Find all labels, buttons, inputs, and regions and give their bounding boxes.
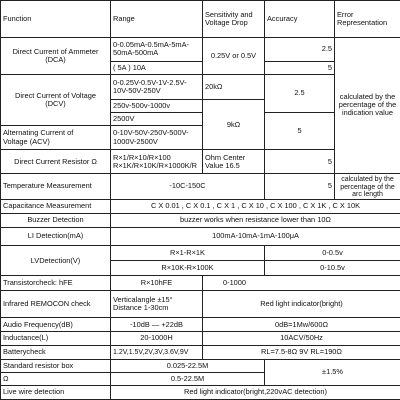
- lv-value-1: 0-0.5v: [265, 246, 400, 261]
- header-function: Function: [1, 1, 111, 38]
- box-ohm-symbol: Ω: [1, 372, 111, 385]
- header-range: Range: [111, 1, 203, 38]
- temp-range: -10C-150C: [111, 174, 265, 200]
- dcv-accuracy-1: 2.5: [265, 75, 335, 113]
- battery-row: [1, 346, 400, 360]
- resistor-range: R×1/R×10/R×100 R×1K/R×10K/R×1000K/R: [111, 150, 203, 174]
- audio-row: [1, 318, 400, 332]
- inductance-row: [1, 332, 400, 346]
- inductance-value: 10ACV/50Hz: [203, 332, 400, 346]
- battery-range: 1.2V,1.5V,2V,3V,3.6V,9V: [111, 346, 203, 360]
- li-function: LI Detection(mA): [1, 227, 111, 245]
- remocon-value: Red light indicator(bright): [203, 291, 400, 318]
- dcv-range-2: 250v-500v-1000v: [111, 99, 203, 112]
- inductance-function: Inductance(L): [1, 332, 111, 346]
- dcv-range-3: 2500V: [111, 112, 203, 125]
- acv-range: 0-10V-50V-250V-500V- 1000V-2500V: [111, 125, 203, 150]
- acv-sensitivity: 9kΩ: [203, 99, 265, 150]
- error-indication-value: calculated by the percentage of the indication value: [335, 37, 400, 173]
- header-row: [1, 1, 400, 38]
- lv-row-1: [1, 246, 400, 261]
- header-error: Error Representation: [335, 1, 400, 38]
- acv-function: Alternating Current of Voltage (ACV): [1, 125, 111, 150]
- acv-accuracy: 5: [265, 112, 335, 150]
- remocon-row: [1, 291, 400, 318]
- buzzer-function: Buzzer Detection: [1, 213, 111, 227]
- cap-function: Capacitance Measurement: [1, 199, 111, 213]
- dca-range-1: 0-0.05mA-0.5mA-5mA- 50mA-500mA: [111, 37, 203, 62]
- remocon-range: Verticalangle ±15° Distance 1-30cm: [111, 291, 203, 318]
- audio-range: -10dB — +22dB: [111, 318, 203, 332]
- hfe-function: Transistorcheck: hFE: [1, 276, 111, 291]
- resistor-accuracy: 5: [265, 150, 335, 174]
- dcv-function: Direct Current of Voltage (DCV): [1, 75, 111, 126]
- dcv-range-1: 0-0.25V-0.5V-1V-2.5V- 10V-50V-250V: [111, 75, 203, 100]
- box-accuracy: ±1.5%: [265, 360, 400, 386]
- cap-row: [1, 199, 400, 213]
- remocon-function: Infrared REMOCON check: [1, 291, 111, 318]
- livewire-row: [1, 385, 400, 399]
- battery-function: Batterycheck: [1, 346, 111, 360]
- lv-range-1: R×1-R×1K: [111, 246, 265, 261]
- dcv-sensitivity: 20kΩ: [203, 75, 265, 100]
- lv-function: LVDetection(V): [1, 246, 111, 276]
- dca-row-1: [1, 37, 400, 62]
- livewire-function: Live wire detection: [1, 385, 111, 399]
- dca-sensitivity: 0.25V or 0.5V: [203, 37, 265, 75]
- dca-range-2: ( 5A ) 10A: [111, 62, 203, 75]
- audio-value: 0dB=1Mw/600Ω: [203, 318, 400, 332]
- resistor-function: Direct Current Resistor Ω: [1, 150, 111, 174]
- livewire-value: Red light indicator(bright,220vAC detection): [111, 385, 400, 399]
- box-range-2: 0.5-22.5M: [111, 372, 265, 385]
- buzzer-row: [1, 213, 400, 227]
- hfe-row: [1, 276, 400, 291]
- dca-function: Direct Current of Ammeter (DCA): [1, 37, 111, 75]
- audio-function: Audio Frequency(dB): [1, 318, 111, 332]
- battery-value: RL=7.5-8Ω 9V RL=190Ω: [203, 346, 400, 360]
- box-row-1: [1, 360, 400, 373]
- temp-accuracy: 5: [265, 174, 335, 200]
- dca-accuracy-2: 5: [265, 62, 335, 75]
- temp-row: [1, 174, 400, 200]
- box-range-1: 0.025-22.5M: [111, 360, 265, 373]
- dca-accuracy-1: 2.5: [265, 37, 335, 62]
- inductance-range: 20-1000H: [111, 332, 203, 346]
- cap-value: C X 0.01 , C X 0.1 , C X 1 , C X 10 , C X 100 , C X 1K , C X 10K: [111, 199, 400, 213]
- lv-value-2: 0-10.5v: [265, 261, 400, 276]
- header-accuracy: Accuracy: [265, 1, 335, 38]
- error-arc-length: calculated by the percentage of the arc length: [335, 174, 400, 200]
- hfe-range: R×10hFE: [111, 276, 203, 291]
- temp-function: Temperature Measurement: [1, 174, 111, 200]
- li-row: [1, 227, 400, 245]
- resistor-sensitivity: Ohm Center Value 16.5: [203, 150, 265, 174]
- li-value: 100mA-10mA-1mA-100μA: [111, 227, 400, 245]
- lv-range-2: R×10K-R×100K: [111, 261, 265, 276]
- box-function: Standard resistor box: [1, 360, 111, 373]
- hfe-value: 0-1000: [203, 276, 400, 291]
- buzzer-value: buzzer works when resistance lower than 10Ω: [111, 213, 400, 227]
- header-sensitivity: Sensitivity and Voltage Drop: [203, 1, 265, 38]
